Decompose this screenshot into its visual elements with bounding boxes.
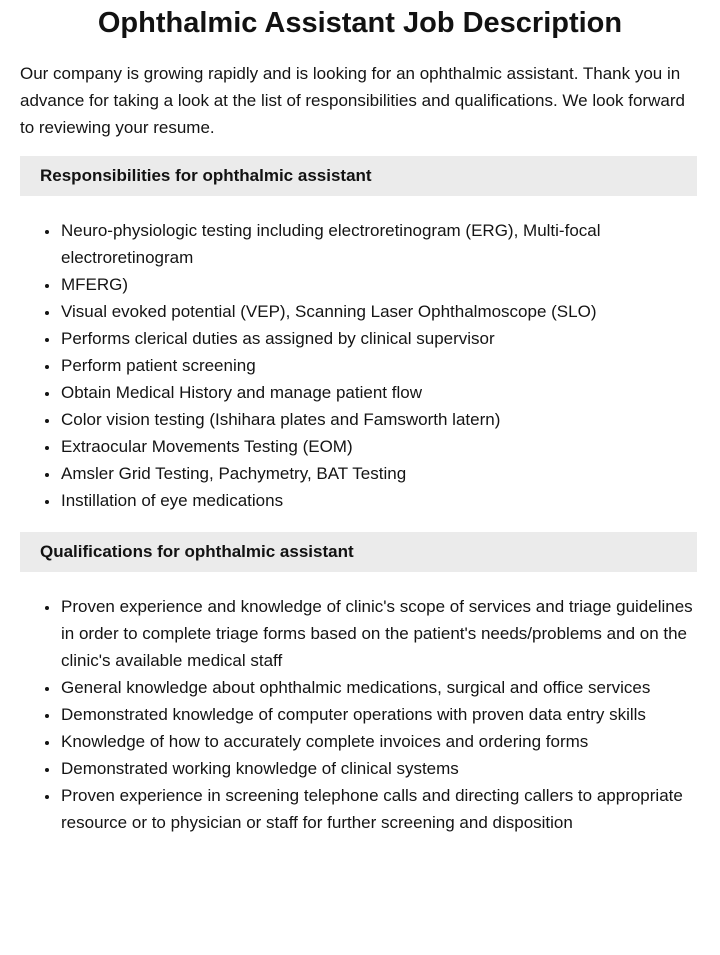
list-item: • Neuro-physiologic testing including electroretinogram (ERG), Multi-focal electroretinogram <box>60 217 697 271</box>
list-item: • Proven experience and knowledge of clinic's scope of services and triage guidelines in order to complete triage forms based on the patient's needs/problems and on the clinic's available medical staff <box>60 593 697 674</box>
list-item: • Demonstrated knowledge of computer operations with proven data entry skills <box>60 701 697 728</box>
list-item: • Perform patient screening <box>60 352 697 379</box>
qualifications-list <box>20 593 697 836</box>
list-item: • Color vision testing (Ishihara plates and Famsworth latern) <box>60 406 697 433</box>
intro-paragraph: Our company is growing rapidly and is looking for an ophthalmic assistant. Thank you in advance for taking a look at the list of responsibilities and qualifications. We look forward to reviewing your resume. <box>20 64 685 137</box>
job-description-document <box>0 6 720 836</box>
list-item: • General knowledge about ophthalmic medications, surgical and office services <box>60 674 697 701</box>
list-item: • Knowledge of how to accurately complete invoices and ordering forms <box>60 728 697 755</box>
list-item: • Proven experience in screening telephone calls and directing callers to appropriate resource or to physician or staff for further screening and disposition <box>60 782 697 836</box>
list-item: • Extraocular Movements Testing (EOM) <box>60 433 697 460</box>
list-item: • Obtain Medical History and manage patient flow <box>60 379 697 406</box>
page-title: Ophthalmic Assistant Job Description <box>97 7 623 39</box>
responsibilities-section-heading: Responsibilities for ophthalmic assistant <box>20 156 697 196</box>
list-item: • MFERG) <box>60 271 697 298</box>
list-item: • Demonstrated working knowledge of clinical systems <box>60 755 697 782</box>
list-item: • Performs clerical duties as assigned by clinical supervisor <box>60 325 697 352</box>
qualifications-section-heading: Qualifications for ophthalmic assistant <box>20 532 697 572</box>
responsibilities-list <box>20 217 697 514</box>
list-item: • Amsler Grid Testing, Pachymetry, BAT Testing <box>60 460 697 487</box>
list-item: • Visual evoked potential (VEP), Scanning Laser Ophthalmoscope (SLO) <box>60 298 697 325</box>
list-item: • Instillation of eye medications <box>60 487 697 514</box>
